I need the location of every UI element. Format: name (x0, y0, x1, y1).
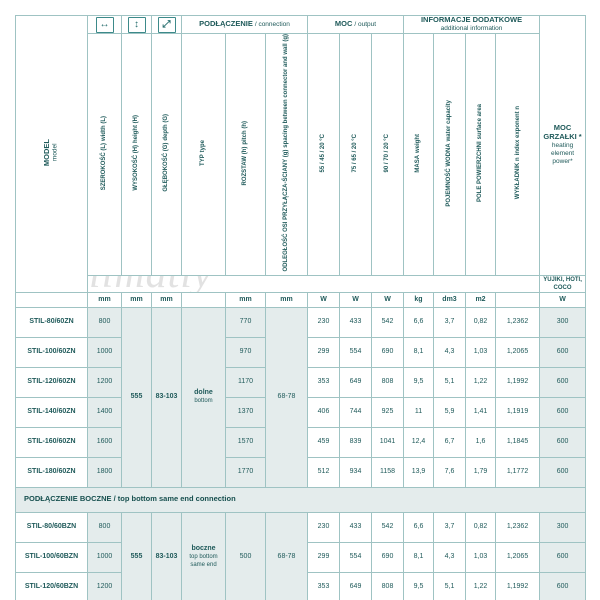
cell-pitch: 1770 (226, 457, 266, 487)
cell-heater: 300 (540, 512, 586, 542)
cell-output-90: 808 (372, 572, 404, 600)
cell-index: 1,2065 (496, 337, 540, 367)
cell-output-90: 925 (372, 397, 404, 427)
cell-width: 1000 (88, 337, 122, 367)
cell-height-merged: 555 (122, 512, 152, 600)
header-output-90: 90 / 70 / 20 °C (372, 34, 404, 276)
unit-model (16, 292, 88, 307)
unit-pitch: mm (226, 292, 266, 307)
cell-surface: 1,41 (466, 397, 496, 427)
unit-depth: mm (152, 292, 182, 307)
cell-output-55: 353 (308, 367, 340, 397)
cell-output-75: 649 (340, 367, 372, 397)
cell-mass: 6,6 (404, 307, 434, 337)
cell-output-55: 459 (308, 427, 340, 457)
cell-water: 6,7 (434, 427, 466, 457)
cell-model: STIL-100/60BZN (16, 542, 88, 572)
cell-heater: 600 (540, 427, 586, 457)
cell-width: 1000 (88, 542, 122, 572)
cell-pitch: 1170 (226, 367, 266, 397)
cell-output-55: 406 (308, 397, 340, 427)
cell-surface: 1,03 (466, 337, 496, 367)
cell-water: 4,3 (434, 542, 466, 572)
cell-model: STIL-80/60ZN (16, 307, 88, 337)
cell-water: 5,9 (434, 397, 466, 427)
header-type: TYP type (182, 34, 226, 276)
cell-heater: 600 (540, 457, 586, 487)
header-heater-models: YUJIKI, HOTI, COCO (540, 275, 586, 292)
cell-pitch-merged: 500 (226, 512, 266, 600)
cell-index: 1,2362 (496, 307, 540, 337)
cell-mass: 9,5 (404, 367, 434, 397)
unit-type (182, 292, 226, 307)
cell-model: STIL-120/60ZN (16, 367, 88, 397)
cell-water: 5,1 (434, 367, 466, 397)
cell-output-55: 299 (308, 542, 340, 572)
cell-depth-merged: 83-103 (152, 512, 182, 600)
cell-output-90: 1158 (372, 457, 404, 487)
cell-surface: 1,03 (466, 542, 496, 572)
cell-spacing-merged: 68-78 (266, 512, 308, 600)
cell-output-75: 839 (340, 427, 372, 457)
cell-mass: 13,9 (404, 457, 434, 487)
cell-surface: 0,82 (466, 307, 496, 337)
header-output: MOC / output (308, 16, 404, 34)
header-index-exponent: WYKŁADNIK n index exponent n (496, 34, 540, 276)
unit-output-55: W (308, 292, 340, 307)
header-heater-sub-row (16, 275, 586, 292)
cell-output-55: 512 (308, 457, 340, 487)
units-row (16, 292, 586, 307)
header-model: MODEL model (16, 16, 88, 293)
cell-water: 4,3 (434, 337, 466, 367)
cell-output-75: 649 (340, 572, 372, 600)
header-pitch: ROZSTAW (h) pitch (h) (226, 34, 266, 276)
cell-mass: 12,4 (404, 427, 434, 457)
cell-pitch: 970 (226, 337, 266, 367)
unit-index (496, 292, 540, 307)
cell-index: 1,1919 (496, 397, 540, 427)
horizontal-arrow-icon-cell (88, 16, 122, 34)
specification-table (15, 15, 586, 600)
cell-output-90: 542 (372, 307, 404, 337)
section-band-label: PODŁĄCZENIE BOCZNE / top bottom same end connection (16, 487, 586, 512)
unit-spacing: mm (266, 292, 308, 307)
cell-width: 1200 (88, 367, 122, 397)
header-surface-area: POLE POWIERZCHNI surface area (466, 34, 496, 276)
cell-height-merged: 555 (122, 307, 152, 487)
cell-pitch: 770 (226, 307, 266, 337)
cell-index: 1,1845 (496, 427, 540, 457)
cell-output-55: 299 (308, 337, 340, 367)
section-band-row (16, 487, 586, 512)
cell-width: 1600 (88, 427, 122, 457)
cell-heater: 600 (540, 542, 586, 572)
cell-output-55: 230 (308, 512, 340, 542)
cell-model: STIL-140/60ZN (16, 397, 88, 427)
cell-index: 1,2362 (496, 512, 540, 542)
header-output-55: 55 / 45 / 20 °C (308, 34, 340, 276)
cell-heater: 600 (540, 397, 586, 427)
cell-mass: 8,1 (404, 337, 434, 367)
header-water-capacity: POJEMNOŚĆ WODNA water capacity (434, 34, 466, 276)
cell-water: 3,7 (434, 512, 466, 542)
cell-model: STIL-80/60BZN (16, 512, 88, 542)
header-additional: INFORMACJE DODATKOWE additional information (404, 16, 540, 34)
cell-width: 800 (88, 307, 122, 337)
cell-surface: 1,79 (466, 457, 496, 487)
header-mass: MASA weight (404, 34, 434, 276)
unit-water: dm3 (434, 292, 466, 307)
cell-mass: 6,6 (404, 512, 434, 542)
cell-model: STIL-180/60ZN (16, 457, 88, 487)
cell-output-75: 554 (340, 542, 372, 572)
cell-surface: 1,22 (466, 367, 496, 397)
cell-output-75: 744 (340, 397, 372, 427)
diagonal-arrow-icon: ⤢ (158, 17, 176, 33)
cell-output-90: 690 (372, 337, 404, 367)
cell-output-90: 1041 (372, 427, 404, 457)
cell-water: 7,6 (434, 457, 466, 487)
cell-type-merged: boczne top bottom same end (182, 512, 226, 600)
unit-width: mm (88, 292, 122, 307)
cell-output-55: 230 (308, 307, 340, 337)
diagonal-arrow-icon-cell (152, 16, 182, 34)
cell-output-90: 808 (372, 367, 404, 397)
cell-heater: 300 (540, 307, 586, 337)
header-height: WYSOKOŚĆ (H) height (H) (122, 34, 152, 276)
cell-mass: 8,1 (404, 542, 434, 572)
cell-water: 5,1 (434, 572, 466, 600)
cell-surface: 1,22 (466, 572, 496, 600)
header-label-row (16, 34, 586, 276)
cell-model: STIL-120/60BZN (16, 572, 88, 600)
cell-spacing-merged: 68-78 (266, 307, 308, 487)
cell-index: 1,1992 (496, 367, 540, 397)
unit-surface: m2 (466, 292, 496, 307)
vertical-arrow-icon-cell (122, 16, 152, 34)
cell-model: STIL-160/60ZN (16, 427, 88, 457)
unit-output-90: W (372, 292, 404, 307)
cell-heater: 600 (540, 572, 586, 600)
unit-mass: kg (404, 292, 434, 307)
cell-pitch: 1370 (226, 397, 266, 427)
cell-water: 3,7 (434, 307, 466, 337)
table-row (16, 307, 586, 337)
cell-width: 800 (88, 512, 122, 542)
unit-output-75: W (340, 292, 372, 307)
cell-output-75: 433 (340, 307, 372, 337)
vertical-arrow-icon: ↕ (128, 17, 146, 33)
cell-output-55: 353 (308, 572, 340, 600)
header-spacing: ODLEGŁOŚĆ OSI PRZYŁĄCZA-ŚCIANY (g) spacing between connector and wall (g) (266, 34, 308, 276)
cell-type-merged: dolne bottom (182, 307, 226, 487)
cell-heater: 600 (540, 337, 586, 367)
cell-heater: 600 (540, 367, 586, 397)
header-connection: PODŁĄCZENIE / connection (182, 16, 308, 34)
cell-width: 1200 (88, 572, 122, 600)
cell-surface: 0,82 (466, 512, 496, 542)
cell-output-75: 554 (340, 337, 372, 367)
cell-model: STIL-100/60ZN (16, 337, 88, 367)
header-output-75: 75 / 65 / 20 °C (340, 34, 372, 276)
cell-output-75: 934 (340, 457, 372, 487)
cell-output-75: 433 (340, 512, 372, 542)
header-group-row (16, 16, 586, 34)
cell-index: 1,1992 (496, 572, 540, 600)
header-heater: MOC GRZAŁKI * heating element power* (540, 16, 586, 276)
unit-heater: W (540, 292, 586, 307)
cell-output-90: 690 (372, 542, 404, 572)
header-depth: GŁĘBOKOŚĆ (G) depth (G) (152, 34, 182, 276)
cell-surface: 1,6 (466, 427, 496, 457)
cell-output-90: 542 (372, 512, 404, 542)
unit-height: mm (122, 292, 152, 307)
cell-width: 1400 (88, 397, 122, 427)
cell-depth-merged: 83-103 (152, 307, 182, 487)
cell-mass: 11 (404, 397, 434, 427)
horizontal-arrow-icon: ↔ (96, 17, 114, 33)
table-row (16, 512, 586, 542)
cell-width: 1800 (88, 457, 122, 487)
cell-mass: 9,5 (404, 572, 434, 600)
cell-index: 1,1772 (496, 457, 540, 487)
header-width: SZEROKOŚĆ (L) width (L) (88, 34, 122, 276)
cell-pitch: 1570 (226, 427, 266, 457)
cell-index: 1,2065 (496, 542, 540, 572)
